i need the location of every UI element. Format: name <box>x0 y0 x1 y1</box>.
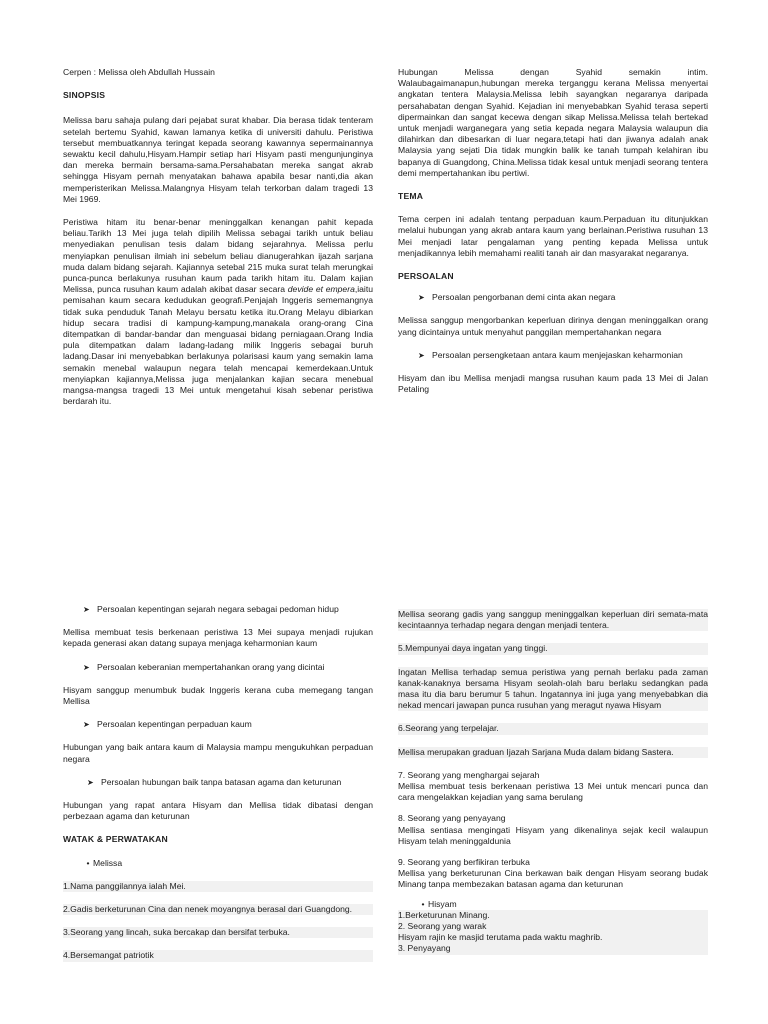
persoalan-bullet-4 <box>83 662 373 673</box>
arrow-bullet-icon: ➤ <box>87 777 94 787</box>
melissa-trait-1: 1.Nama panggilannya ialah Mei. <box>63 881 373 892</box>
page2-right-column <box>398 609 708 955</box>
sinopsis-paragraph-2 <box>63 217 373 407</box>
persoalan-bullet-2-label: Persoalan persengketaan antara kaum menjejaskan keharmonian <box>432 349 683 360</box>
arrow-bullet-icon: ➤ <box>418 350 425 360</box>
persoalan-bullet-6 <box>87 777 373 788</box>
melissa-trait-4-text: Mellisa seorang gadis yang sanggup meninggalkan keperluan diri semata-mata kecintaannya terhadap negara dengan menjadi tentera. <box>398 609 708 631</box>
melissa-trait-9-text: Mellisa yang berketurunan Cina berkawan baik dengan Hisyam seorang budak Minang tanpa membezakan batasan agama dan keturunan <box>398 868 708 890</box>
hisyam-trait-2-text: Hisyam rajin ke masjid terutama pada waktu maghrib. <box>398 932 708 943</box>
persoalan-bullet-1-text: Melissa sanggup mengorbankan keperluan dirinya dengan meninggalkan orang yang dicintainya untuk menyahut panggilan mempertahankan negara <box>398 315 708 337</box>
sinopsis-italic-term: devide et empera <box>287 284 355 295</box>
watak-bullet-melissa <box>83 858 373 869</box>
persoalan-bullet-4-label: Persoalan keberanian mempertahankan orang yang dicintai <box>97 661 325 672</box>
hisyam-trait-1: 1.Berketurunan Minang. <box>398 910 708 921</box>
sinopsis-paragraph-2-part-a: Peristiwa hitam itu benar-benar meninggalkan kenangan pahit kepada beliau.Tarikh 13 Mei juga telah dipilih Melissa sebagai tarikh untuk beliau menyediakan penulisan tesis dalam bidang sejarahnya. Melissa perlu menyiapkan penulisan ilmiah ini sebelum beliau dianugerahkan ijazah sarjana muda dalam bidang sejarah. Kajiannya setebal 215 muka surat telah merungkai punca-punca berlakunya rusuhan kaum pada tarikh hitam itu. Dalam kajian Melissa, punca rusuhan kaum adalah akibat dasar secara <box>63 217 373 295</box>
document-header: Cerpen : Melissa oleh Abdullah Hussain <box>63 67 215 77</box>
persoalan-bullet-4-text: Hisyam sanggup menumbuk budak Inggeris kerana cuba memegang tangan Mellisa <box>63 684 373 707</box>
persoalan-bullet-3 <box>83 604 373 615</box>
persoalan-bullet-6-label: Persoalan hubungan baik tanpa batasan agama dan keturunan <box>101 776 342 787</box>
melissa-trait-6-text: Mellisa merupakan graduan Ijazah Sarjana Muda dalam bidang Sastera. <box>398 747 708 758</box>
watak-melissa-label: Melissa <box>93 857 123 868</box>
persoalan-bullet-5-text: Hubungan yang baik antara kaum di Malaysia mampu mengukuhkan perpaduan negara <box>63 742 373 764</box>
persoalan-bullet-5 <box>83 719 373 730</box>
melissa-trait-8-text: Mellisa sentiasa mengingati Hisyam yang dikenalinya sejak kecil walaupun Hisyam telah meninggaldunia <box>398 824 708 846</box>
watak-heading: WATAK & PERWATAKAN <box>63 834 168 845</box>
melissa-trait-5-text: Ingatan Mellisa terhadap semua peristiwa yang pernah berlaku pada zaman kanak-kanaknya bersama Hisyam seolah-olah baru berlaku sedangkan pada masa itu dia baru berumur 5 tahun. Ingatannya ini juga yang menyebabkan dia nekad mencari jawapan punca rusuhan yang meragut nyawa Hisyam <box>398 666 708 711</box>
watak-hisyam-label: Hisyam <box>428 898 457 909</box>
arrow-bullet-icon: ➤ <box>83 605 90 614</box>
melissa-trait-5: 5.Mempunyai daya ingatan yang tinggi. <box>398 643 708 654</box>
watak-bullet-hisyam <box>418 899 708 910</box>
melissa-trait-7: 7. Seorang yang menghargai sejarah <box>398 769 540 780</box>
melissa-trait-2: 2.Gadis berketurunan Cina dan nenek moyangnya berasal dari Guangdong. <box>63 904 373 915</box>
persoalan-bullet-6-text: Hubungan yang rapat antara Hisyam dan Mellisa tidak dibatasi dengan perbezaan agama dan keturunan <box>63 800 373 822</box>
persoalan-bullet-2 <box>418 350 708 361</box>
synopsis-continued-paragraph: Hubungan Melissa dengan Syahid semakin intim. Walaubagaimanapun,hubungan mereka terganggu kerana Melissa menyertai angkatan tentera Malaysia.Melissa lebih sayangkan negaranya daripada persahabatan dengan Syahid. Kejadian ini menyebabkan Syahid terasa seperti dipermainkan dan sangat kecewa dengan sikap Melissa.Melissa telah bertekad untuk menjadi warganegara yang setia kepada negara Malaysia walaupun dia dilahirkan dan dibesarkan di luar negara,tetapi hati dan jiwanya adalah anak Malaysia yang sejati Dia tidak mungkin balik ke tanah tumpah kelahiran ibu bapanya di Guangdong, China.Melissa tidak kesal untuk menjadi seorang tentera demi mempertahankan ibu pertiwi. <box>398 67 708 178</box>
arrow-bullet-icon: ➤ <box>418 293 425 303</box>
melissa-trait-4: 4.Bersemangat patriotik <box>63 950 373 961</box>
page1-left-column <box>63 67 373 407</box>
page2-left-column <box>63 604 373 962</box>
page-2 <box>0 512 768 1024</box>
sinopsis-paragraph-2-part-b: ,iaitu pemisahan kaum secara kedudukan geografi.Penjajah Inggeris sememangnya tidak suka penduduk Tanah Melayu bersatu ketika itu.Orang Melayu dibiarkan hidup secara tradisi di kampung-kampung,manakala orang-orang Cina ditempatkan di bandar-bandar dan menguasai bidang perniagaan.Orang India pula ditempatkan dalam ladang-ladang milik Inggeris sebagai buruh ladang.Dasar ini menyebabkan berlakunya polarisasi kaum yang semakin lama semakin menebal walaupun negara telah mencapai kemerdekaan.Untuk menyiapkan kajiannya,Melissa juga menjalankan kajian secara menebual mangsa-mangsa tragedi 13 Mei untuk mengetahui kisah sebenar peristiwa berdarah itu. <box>63 284 374 407</box>
melissa-trait-8: 8. Seorang yang penyayang <box>398 813 506 824</box>
persoalan-bullet-3-label: Persoalan kepentingan sejarah negara sebagai pedoman hidup <box>97 604 339 614</box>
hisyam-trait-2: 2. Seorang yang warak <box>398 921 708 932</box>
arrow-bullet-icon: ➤ <box>83 720 90 730</box>
tema-paragraph: Tema cerpen ini adalah tentang perpaduan kaum.Perpaduan itu ditunjukkan melalui hubungan yang akrab antara kaum yang berlainan.Peristiwa rusuhan 13 Mei menjadi latar pengalaman yang penting kepada Melissa untuk menjadikannya lebih memahami realiti tanah air dan masyarakat negaranya. <box>398 214 708 258</box>
tema-heading: TEMA <box>398 191 424 202</box>
persoalan-bullet-1-label: Persoalan pengorbanan demi cinta akan negara <box>432 292 616 303</box>
persoalan-bullet-5-label: Persoalan kepentingan perpaduan kaum <box>97 719 252 730</box>
sinopsis-heading: SINOPSIS <box>63 90 106 101</box>
melissa-trait-7-text: Mellisa membuat tesis berkenaan peristiwa 13 Mei untuk mencari punca dan cara mengelakkan kejadian yang sama berulang <box>398 781 708 803</box>
persoalan-heading: PERSOALAN <box>398 271 454 282</box>
hisyam-trait-3: 3. Penyayang <box>398 943 708 954</box>
page1-right-column <box>398 67 708 395</box>
dot-bullet-icon: • <box>421 898 425 909</box>
persoalan-bullet-1 <box>418 292 708 303</box>
dot-bullet-icon: • <box>86 857 90 868</box>
melissa-trait-6: 6.Seorang yang terpelajar. <box>398 723 708 734</box>
arrow-bullet-icon: ➤ <box>83 662 90 672</box>
persoalan-bullet-2-text: Hisyam dan ibu Mellisa menjadi mangsa rusuhan kaum pada 13 Mei di Jalan Petaling <box>398 373 708 395</box>
persoalan-bullet-3-text: Mellisa membuat tesis berkenaan peristiwa 13 Mei supaya menjadi rujukan kepada generasi akan datang supaya menjaga keharmonian kaum <box>63 627 373 649</box>
melissa-trait-9: 9. Seorang yang berfikiran terbuka <box>398 857 530 868</box>
sinopsis-paragraph-1: Melissa baru sahaja pulang dari pejabat surat khabar. Dia berasa tidak tenteram setelah bertemu Syahid, kawan lamanya ketika di universiti dahulu. Peristiwa tersebut membuatkannya teringat kepada seorang kawannya sepermainannya sewaktu kecil dahulu,Hisyam.Hampir setiap hari Hisyam pasti mengunjunginya dan mereka bermain bersama-sama.Persahabatan mereka sangat akrab sehingga Hisyam pernah menyatakan bahawa apabila besar nanti,dia akan memperisterikan Melissa.Malangnya Hisyam telah terkorban dalam tragedi 13 Mei 1969. <box>63 115 373 204</box>
melissa-trait-3: 3.Seorang yang lincah, suka bercakap dan bersifat terbuka. <box>63 927 373 938</box>
